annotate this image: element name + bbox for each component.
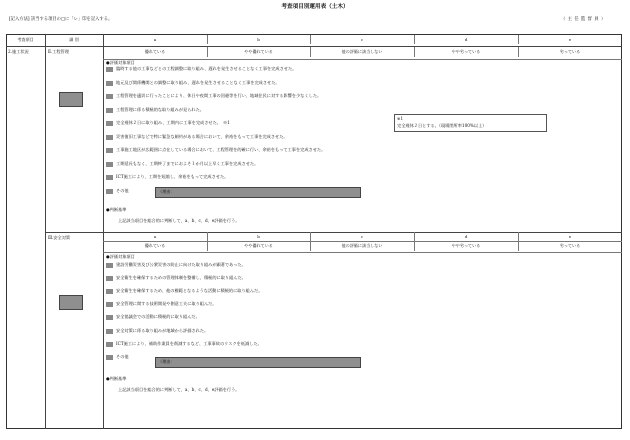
grade-label-divider [103,59,622,60]
safety-checkbox[interactable] [106,342,113,347]
grade-letter-divider [103,241,622,242]
schedule-criterion-text: ICT施工により、工期を短縮し、余裕をもって完成させた。 [116,174,229,179]
grade-column-divider [518,232,519,241]
safety-criterion-text: 安全衛生を確保するための管理体制を整備し、積極的に取り組んだ。 [116,275,246,281]
schedule-checkbox[interactable] [106,189,113,194]
grade-column-divider [518,47,519,57]
schedule-criterion-text: その他 [116,187,129,193]
other-reason-label: （理由： [158,189,175,194]
schedule-criterion-text: 完全週休２日に取り組み、工期内に工事を完成させた。 ※1 [116,120,230,125]
header-grade-letter: c [360,37,364,42]
schedule-checkbox[interactable] [106,148,113,153]
category-label: 2.施工状況 [8,49,29,54]
schedule-checkbox[interactable] [106,121,113,126]
safety-checkbox[interactable] [106,289,113,294]
judgment-text-schedule: 上記該当項目を総合的に判断して、a、b、c、d、e評価を行う。 [118,218,240,223]
judgment-heading-safety: ●判断基準 [106,376,127,381]
note-marker: ※1 [397,116,404,121]
item-column-header: 考査項目 [17,37,34,42]
safety-criterion-text: 安全管理に関する技術開発や創意工夫に取り組んだ。 [116,301,217,307]
section-divider [45,232,622,233]
header-grade-letter: e [568,37,572,42]
header-divider [6,46,622,47]
schedule-criterion-text: 災害復旧工事などで特に緊急な制約がある場合において、余裕をもって工事を完成させた。 [116,133,288,139]
schedule-grade-label: やや優れている [244,49,273,54]
header-grade-letter: d [464,37,468,42]
safety-grade-letter: d [464,234,468,239]
schedule-checkbox[interactable] [106,162,113,167]
grade-column-divider [310,47,311,57]
safety-grade-label: 劣っている [559,243,581,248]
section-name-safety: Ⅲ.安全対策 [48,235,71,240]
safety-checkbox[interactable] [106,263,113,268]
schedule-checkbox[interactable] [106,175,113,180]
criteria-heading-schedule: ●評価対象項目 [106,60,135,65]
safety-criterion-text: 安全協議会での活動に積極的に取り組んだ。 [116,314,200,320]
safety-checkbox[interactable] [106,315,113,320]
header-grade-letter: b [257,37,260,42]
evaluator-label: （ 主 任 監 督 員 ） [561,17,606,22]
schedule-criterion-text: 臨時する他の工事などとの工程調整に取り組み、遅れを発生させることなく工事を完成させた。 [116,66,297,71]
criteria-heading-safety: ●評価対象項目 [106,254,135,259]
schedule-checkbox[interactable] [106,94,113,99]
judgment-text-safety: 上記該当項目を総合的に判断して、a、b、c、d、e評価を行う。 [118,387,240,392]
schedule-criterion-text: 工程管理に係る積極的な取り組みが見られた。 [116,106,204,112]
grade-column-divider [310,232,311,241]
grade-column-divider [310,241,311,251]
schedule-checkbox[interactable] [106,108,113,113]
page-title: 考査項目別運用表（土木） [281,4,349,10]
section-name-schedule: Ⅱ.工程管理 [48,49,69,54]
grade-entry-box-schedule[interactable] [59,92,83,107]
grade-column-divider [207,232,208,241]
grade-label-divider [103,252,622,253]
safety-grade-letter: a [153,234,157,239]
safety-grade-label: 優れている [144,243,166,248]
safety-criterion-text: 安全衛生を確保するため、他の模範となるような活動に積極的に取り組んだ。 [116,288,263,294]
safety-grade-letter: e [568,234,572,239]
schedule-checkbox[interactable] [106,81,113,86]
note-text: 完全週休２日とする。（現場閉所率100%以上） [397,123,487,128]
grade-column-divider [414,232,415,241]
subitem-column-header: 細 別 [69,37,79,42]
header-grade-letter: a [153,37,157,42]
other-reason-label: （理由： [158,359,175,364]
safety-checkbox[interactable] [106,329,113,334]
grade-column-divider [207,35,208,44]
grade-entry-box-safety[interactable] [59,295,83,310]
grade-column-divider [414,47,415,57]
schedule-criterion-text: 地元及び関係機関との調整に取り組み、遅れを発生させることなく工事を完成させた。 [116,79,280,85]
grade-column-divider [414,241,415,251]
judgment-heading-schedule: ●判断基準 [106,207,127,212]
safety-criterion-text: その他 [116,353,129,359]
safety-checkbox[interactable] [106,355,113,360]
schedule-criterion-text: 工程管理を適切に行ったことにより、休日や夜間工事の回避等を行い、地域住民に対する影響を少なくした。 [116,93,322,98]
safety-grade-letter: c [360,234,364,239]
schedule-grade-label: 優れている [144,49,166,54]
safety-checkbox[interactable] [106,276,113,281]
grade-column-divider [207,47,208,57]
schedule-checkbox[interactable] [106,135,113,140]
safety-grade-label: やや優れている [244,243,273,248]
safety-criterion-text: ICT施工により、補助作業員を削減するなど、工事事故のリスクを低減した。 [116,340,262,346]
schedule-grade-label: 劣っている [559,49,581,54]
safety-criterion-text: 安全対策に係る取り組みが地域から評価された。 [116,327,209,333]
other-reason-field-safety[interactable] [155,357,361,368]
other-reason-field-schedule[interactable] [155,187,361,198]
grade-column-divider [518,241,519,251]
safety-criterion-text: 建設労働災害及び公衆災害の防止に向けた取り組みが顕著であった。 [116,262,246,267]
schedule-grade-label: やや劣っている [451,49,481,54]
grade-column-divider [518,35,519,44]
schedule-criterion-text: 工事施工地区が広範囲に点在している場合において、工程管理を的確に行い、余裕をもって工事を完成させた。 [116,147,326,152]
safety-checkbox[interactable] [106,302,113,307]
instruction-text: [記入方法] 該当する項目の□に「レ」印を記入する。 [9,17,113,22]
grade-column-divider [207,241,208,251]
grade-column-divider [310,35,311,44]
grade-column-divider [414,35,415,44]
schedule-criterion-text: 工期延長もなく、工期終了までにおよそ１か月以上早く工事を完成させた。 [116,160,259,166]
schedule-grade-label: 他の評価に該当しない [341,49,383,54]
safety-grade-label: やや劣っている [451,243,481,248]
safety-grade-letter: b [257,234,260,239]
schedule-checkbox[interactable] [106,67,113,72]
safety-grade-label: 他の評価に該当しない [341,243,383,248]
